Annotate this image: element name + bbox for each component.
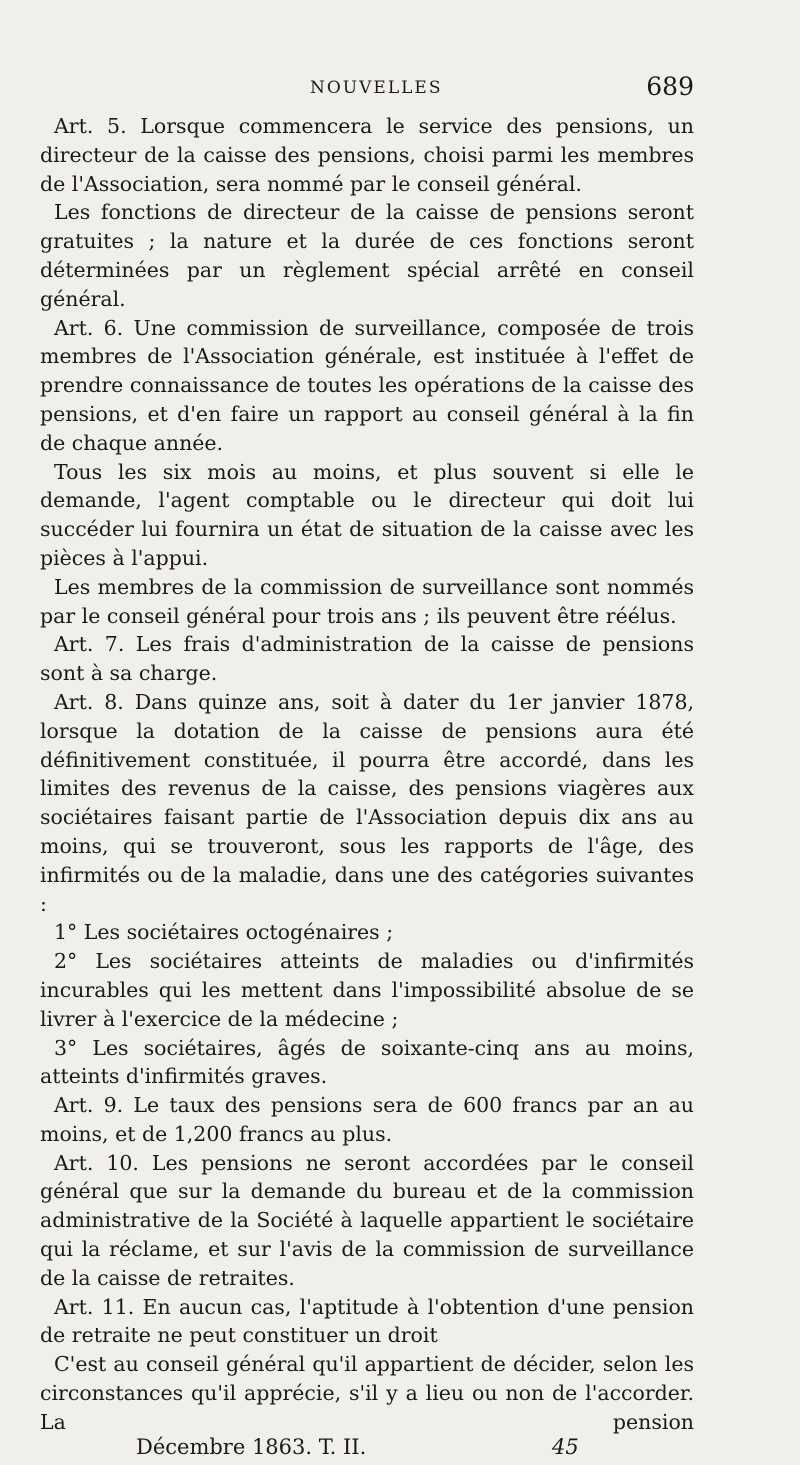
paragraph-art6: Art. 6. Une commission de surveillance, composée de trois membres de l'Association générale, est instituée à l'effet de prendre connaissance de toutes les opérations de la caisse des pensions, et d'en faire un rapport au conseil général à la fin de chaque année.: [40, 315, 694, 455]
signature-number: 45: [552, 1434, 579, 1459]
list-item-2: 2° Les sociétaires atteints de maladies ou d'infirmités incurables qui les mettent dans l'impossibilité absolue de se livrer à l'exercice de la médecine ;: [40, 949, 694, 1031]
paragraph-art9: Art. 9. Le taux des pensions sera de 600 francs par an au moins, et de 1,200 francs au plus.: [40, 1093, 694, 1146]
list-item-1: 1° Les sociétaires octogénaires ;: [54, 920, 394, 945]
paragraph-commission-members: Les membres de la commission de surveillance sont nommés par le conseil général pour trois ans ; ils peuvent être réélus.: [40, 574, 694, 628]
paragraph-conseil-general: C'est au conseil général qu'il appartient de décider, selon les circonstances qu'il apprécie, s'il y a lieu ou non de l'accorder. La pension: [40, 1352, 694, 1434]
paragraph-art7: Art. 7. Les frais d'administration de la caisse de pensions sont à sa charge.: [40, 632, 694, 686]
paragraph-art5: Art. 5. Lorsque commencera le service des pensions, un directeur de la caisse des pensions, choisi parmi les membres de l'Association, sera nommé par le conseil général.: [40, 114, 694, 196]
paragraph-director-functions: Les fonctions de directeur de la caisse de pensions seront gratuites ; la nature et la durée de ces fonctions seront déterminées par un règlement spécial arrêté en conseil général.: [40, 200, 694, 311]
body-text: [40, 112, 694, 1437]
paragraph-six-months: Tous les six mois au moins, et plus souvent si elle le demande, l'agent comptable ou le directeur qui doit lui succéder lui fournira un état de situation de la caisse avec les pièces à l'appui.: [40, 459, 694, 570]
page-header: [40, 72, 694, 112]
paragraph-art8: Art. 8. Dans quinze ans, soit à dater du 1er janvier 1878, lorsque la dotation de la caisse de pensions aura été définitivement constituée, il pourra être accordé, dans les limites des revenus de la caisse, des pensions viagères aux sociétaires faisant partie de l'Association depuis dix ans au moins, qui se trouveront, sous les rapports de l'âge, des infirmités ou de la maladie, dans une des catégories suivantes :: [40, 689, 694, 916]
page-footer: [40, 1435, 694, 1465]
list-item-3: 3° Les sociétaires, âgés de soixante-cinq ans au moins, atteints d'infirmités graves.: [40, 1035, 694, 1089]
paragraph-art11: Art. 11. En aucun cas, l'aptitude à l'obtention d'une pension de retraite ne peut constituer un droit: [40, 1294, 694, 1348]
page-number: 689: [646, 72, 694, 101]
running-title: NOUVELLES: [310, 78, 443, 98]
document-page: [40, 72, 694, 1465]
paragraph-art10: Art. 10. Les pensions ne seront accordées par le conseil général que sur la demande du bureau et de la commission administrative de la Société à laquelle appartient le sociétaire qui la réclame, et sur l'avis de la commission de surveillance de la caisse de retraites.: [40, 1150, 694, 1290]
signature-date: Décembre 1863. T. II.: [136, 1434, 367, 1459]
